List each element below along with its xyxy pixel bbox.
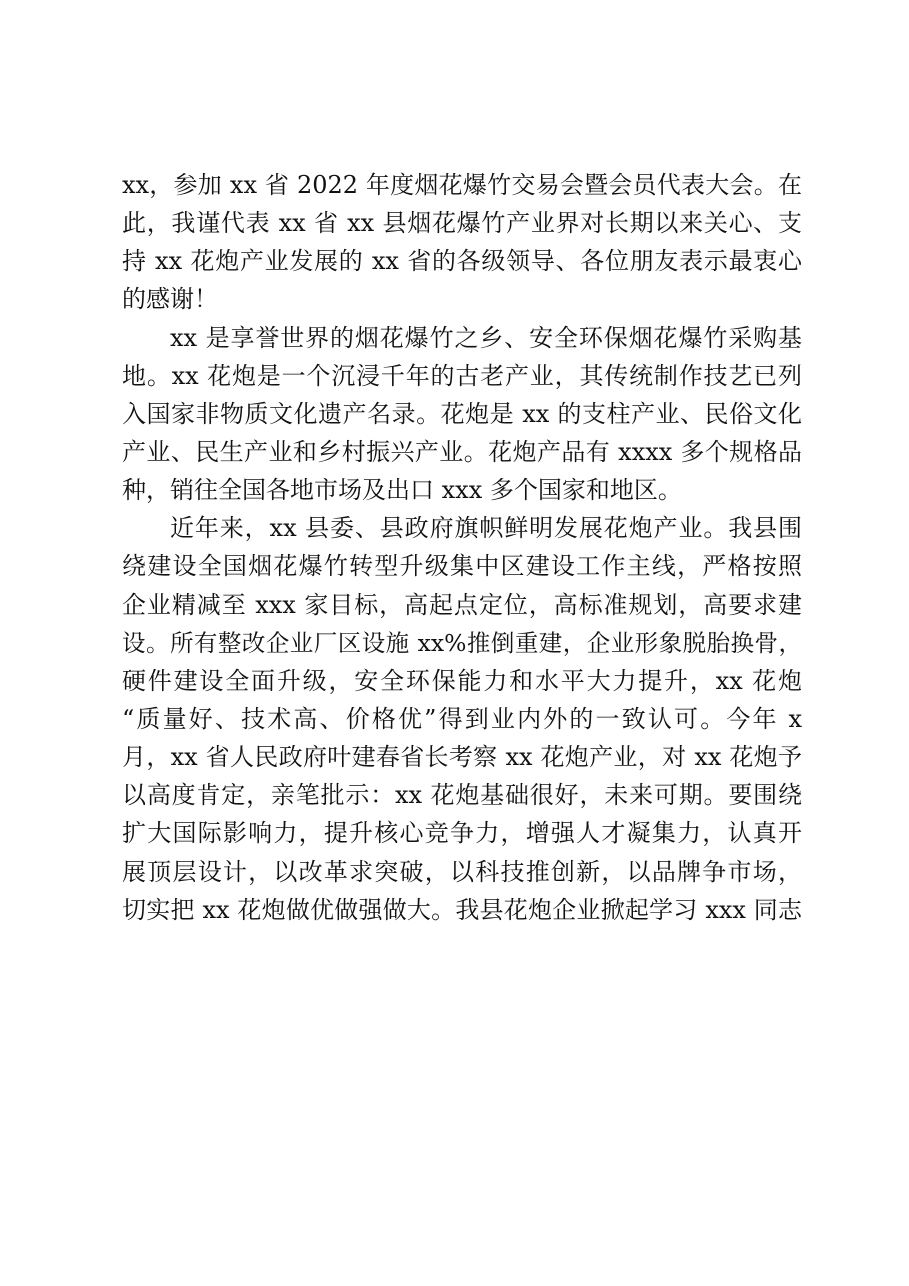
text-line: 产业、民生产业和乡村振兴产业。花炮产品有 xxxx 多个规格品 — [122, 437, 802, 466]
text-line: 设。所有整改企业厂区设施 xx%推倒重建，企业形象脱胎换骨， — [122, 628, 802, 657]
document-body — [122, 166, 802, 929]
text-line: 企业精减至 xxx 家目标，高起点定位，高标准规划，高要求建 — [122, 590, 802, 619]
text-line: 的感谢！ — [122, 285, 218, 314]
text-line: “质量好、技术高、价格优”得到业内外的一致认可。今年 x — [122, 704, 802, 733]
text-line: 此，我谨代表 xx 省 xx 县烟花爆竹产业界对长期以来关心、支 — [122, 209, 802, 238]
text-line: 地。xx 花炮是一个沉浸千年的古老产业，其传统制作技艺已列 — [122, 361, 802, 390]
text-line: 入国家非物质文化遗产名录。花炮是 xx 的支柱产业、民俗文化 — [122, 399, 802, 428]
text-line: 展顶层设计，以改革求突破，以科技推创新，以品牌争市场， — [122, 857, 802, 886]
text-line: 绕建设全国烟花爆竹转型升级集中区建设工作主线，严格按照 — [122, 552, 802, 581]
text-line: 硬件建设全面升级，安全环保能力和水平大力提升，xx 花炮 — [122, 666, 802, 695]
paragraph-first-line: xx 是享誉世界的烟花爆竹之乡、安全环保烟花爆竹采购基 — [170, 323, 802, 352]
paragraph-first-line: 近年来，xx 县委、县政府旗帜鲜明发展花炮产业。我县围 — [170, 514, 802, 543]
text-line: 切实把 xx 花炮做优做强做大。我县花炮企业掀起学习 xxx 同志 — [122, 895, 802, 924]
text-line: xx，参加 xx 省 2022 年度烟花爆竹交易会暨会员代表大会。在 — [122, 171, 802, 199]
text-line: 以高度肯定，亲笔批示：xx 花炮基础很好，未来可期。要围绕 — [122, 781, 802, 810]
text-line: 月，xx 省人民政府叶建春省长考察 xx 花炮产业，对 xx 花炮予 — [122, 743, 802, 772]
text-line: 种，销往全国各地市场及出口 xxx 多个国家和地区。 — [122, 476, 682, 505]
text-line: 扩大国际影响力，提升核心竞争力，增强人才凝集力，认真开 — [122, 819, 802, 848]
text-line: 持 xx 花炮产业发展的 xx 省的各级领导、各位朋友表示最衷心 — [122, 247, 802, 276]
